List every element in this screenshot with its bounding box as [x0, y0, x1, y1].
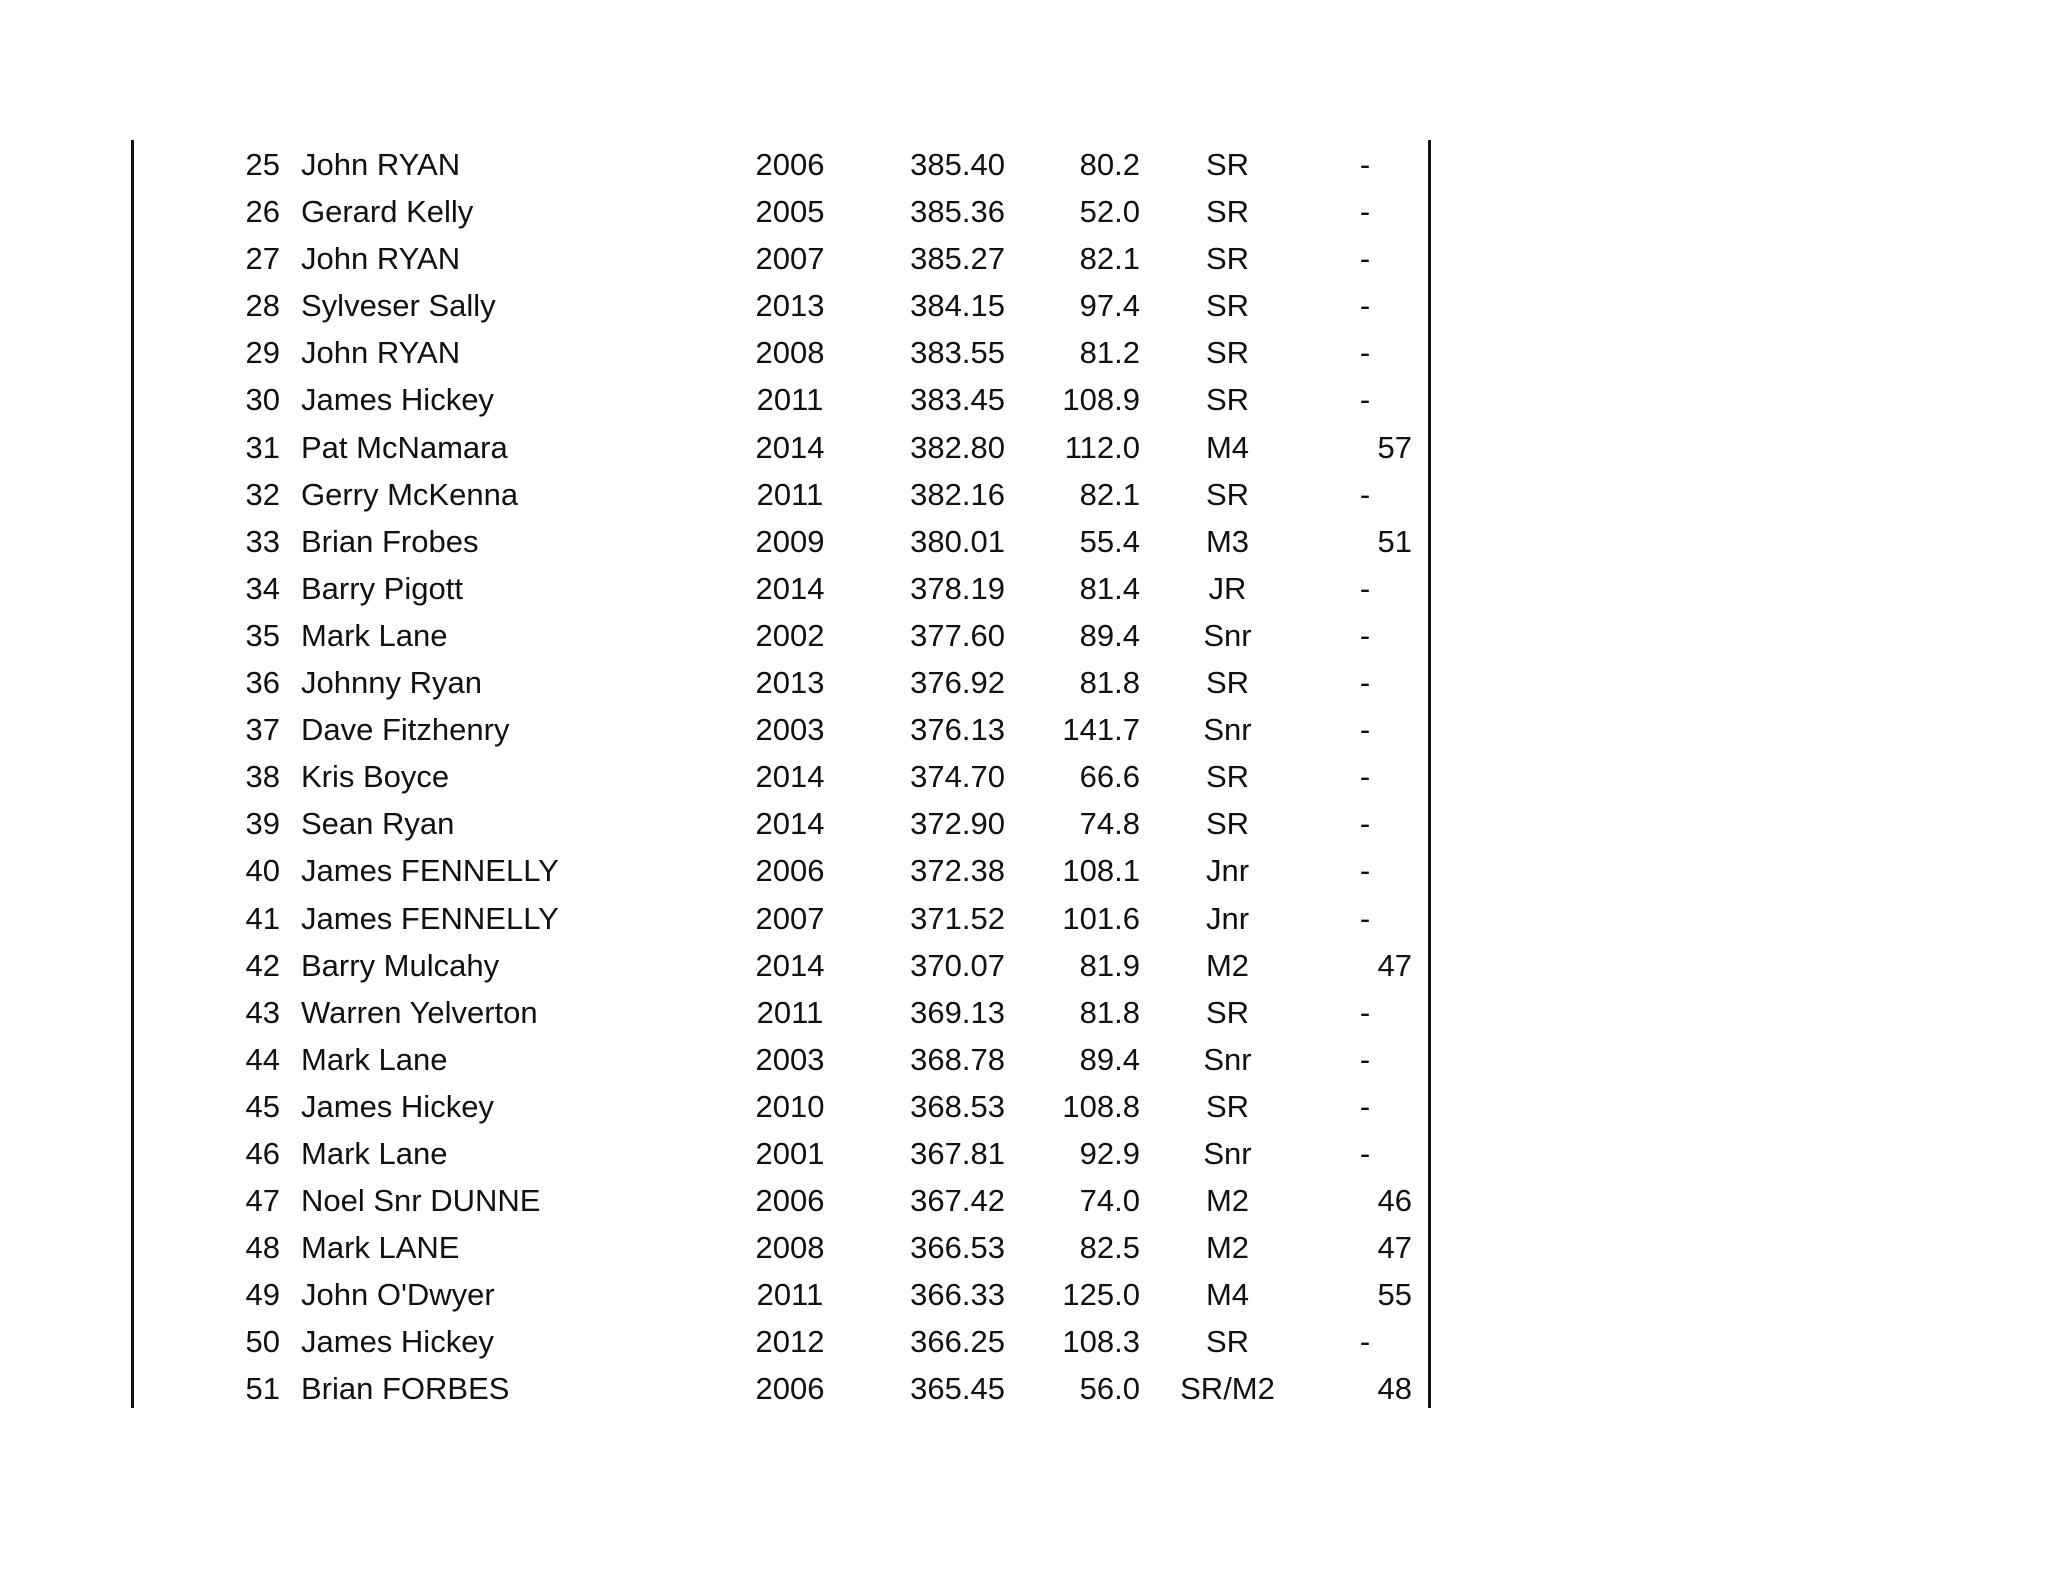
age-cell: - [1359, 335, 1371, 371]
rank-cell: 33 [245, 523, 280, 559]
table-row [0, 942, 2048, 989]
class-cell: SR [1205, 476, 1250, 512]
score-cell: 385.27 [910, 241, 1005, 277]
rank-cell: 46 [245, 1135, 280, 1171]
score-cell: 366.33 [910, 1277, 1005, 1313]
table-row [0, 1130, 2048, 1177]
table-row [0, 1271, 2048, 1318]
bodyweight-cell: 56.0 [1079, 1371, 1140, 1407]
athlete-name-cell: John RYAN [301, 335, 461, 371]
bodyweight-cell: 81.4 [1079, 570, 1140, 606]
age-cell: - [1359, 853, 1371, 889]
rank-cell: 42 [245, 947, 280, 983]
class-cell: SR [1205, 241, 1250, 277]
score-cell: 368.78 [910, 1041, 1005, 1077]
table-row [0, 989, 2048, 1036]
score-cell: 366.25 [910, 1324, 1005, 1360]
score-cell: 376.13 [910, 712, 1005, 748]
table-row [0, 1177, 2048, 1224]
rank-cell: 27 [245, 241, 280, 277]
table-row [0, 518, 2048, 565]
bodyweight-cell: 81.8 [1079, 665, 1140, 701]
year-cell: 2007 [755, 241, 825, 277]
athlete-name-cell: Barry Pigott [301, 570, 463, 606]
age-cell: 57 [1377, 429, 1412, 465]
bodyweight-cell: 74.8 [1079, 806, 1140, 842]
age-cell: - [1359, 1088, 1371, 1124]
age-cell: - [1359, 900, 1371, 936]
age-cell: - [1359, 570, 1371, 606]
athlete-name-cell: John O'Dwyer [301, 1277, 495, 1313]
year-cell: 2008 [755, 335, 825, 371]
athlete-name-cell: Dave Fitzhenry [301, 712, 510, 748]
athlete-name-cell: Brian Frobes [301, 523, 479, 559]
year-cell: 2006 [755, 1371, 825, 1407]
table-row [0, 424, 2048, 471]
year-cell: 2011 [756, 1277, 824, 1313]
class-cell: M2 [1205, 1230, 1250, 1266]
class-cell: Jnr [1205, 900, 1250, 936]
athlete-name-cell: Warren Yelverton [301, 994, 538, 1030]
table-row [0, 376, 2048, 423]
age-cell: - [1359, 241, 1371, 277]
class-cell: SR [1205, 147, 1250, 182]
year-cell: 2009 [755, 523, 825, 559]
age-cell: 55 [1377, 1277, 1412, 1313]
bodyweight-cell: 82.1 [1079, 241, 1140, 277]
bodyweight-cell: 82.1 [1079, 476, 1140, 512]
athlete-name-cell: Mark Lane [301, 617, 448, 653]
rank-cell: 36 [245, 665, 280, 701]
bodyweight-cell: 55.4 [1079, 523, 1140, 559]
bodyweight-cell: 141.7 [1062, 712, 1140, 748]
bodyweight-cell: 81.2 [1079, 335, 1140, 371]
rank-cell: 40 [245, 853, 280, 889]
class-cell: SR [1205, 759, 1250, 795]
athlete-name-cell: James Hickey [301, 1324, 494, 1360]
age-cell: - [1359, 288, 1371, 324]
class-cell: JR [1208, 570, 1247, 606]
age-cell: 48 [1377, 1371, 1412, 1407]
bodyweight-cell: 81.9 [1079, 947, 1140, 983]
bodyweight-cell: 125.0 [1062, 1277, 1140, 1313]
rank-cell: 37 [245, 712, 280, 748]
athlete-name-cell: Gerry McKenna [301, 476, 519, 512]
score-cell: 385.36 [910, 194, 1005, 230]
bodyweight-cell: 74.0 [1079, 1183, 1140, 1219]
athlete-name-cell: James Hickey [301, 1088, 494, 1124]
rank-cell: 44 [245, 1041, 280, 1077]
athlete-name-cell: Noel Snr DUNNE [301, 1183, 541, 1219]
class-cell: SR [1205, 1324, 1250, 1360]
score-cell: 367.42 [910, 1183, 1005, 1219]
year-cell: 2001 [755, 1135, 825, 1171]
year-cell: 2011 [756, 382, 824, 418]
table-row [0, 329, 2048, 376]
athlete-name-cell: James FENNELLY [301, 853, 559, 889]
class-cell: SR [1205, 994, 1250, 1030]
bodyweight-cell: 101.6 [1062, 900, 1140, 936]
class-cell: M3 [1205, 523, 1250, 559]
score-cell: 383.45 [910, 382, 1005, 418]
class-cell: M2 [1205, 1183, 1250, 1219]
table-row [0, 659, 2048, 706]
rank-cell: 29 [245, 335, 280, 371]
table-row [0, 188, 2048, 235]
age-cell: - [1359, 1324, 1371, 1360]
athlete-name-cell: Pat McNamara [301, 429, 508, 465]
bodyweight-cell: 89.4 [1079, 617, 1140, 653]
class-cell: M4 [1205, 1277, 1250, 1313]
age-cell: - [1359, 665, 1371, 701]
score-cell: 382.16 [910, 476, 1005, 512]
athlete-name-cell: Sylveser Sally [301, 288, 496, 324]
rank-cell: 30 [245, 382, 280, 418]
class-cell: Jnr [1205, 853, 1250, 889]
rank-cell: 38 [245, 759, 280, 795]
rank-cell: 43 [245, 994, 280, 1030]
score-cell: 377.60 [910, 617, 1005, 653]
table-row [0, 753, 2048, 800]
table-row [0, 847, 2048, 894]
class-cell: SR [1205, 194, 1250, 230]
class-cell: Snr [1203, 1135, 1252, 1171]
bodyweight-cell: 97.4 [1079, 288, 1140, 324]
year-cell: 2002 [755, 617, 825, 653]
age-cell: - [1359, 382, 1371, 418]
year-cell: 2014 [755, 947, 825, 983]
score-cell: 382.80 [910, 429, 1005, 465]
year-cell: 2003 [755, 712, 825, 748]
score-cell: 370.07 [910, 947, 1005, 983]
age-cell: - [1359, 1041, 1371, 1077]
age-cell: - [1359, 1135, 1371, 1171]
table-row [0, 895, 2048, 942]
score-cell: 374.70 [910, 759, 1005, 795]
athlete-name-cell: Brian FORBES [301, 1371, 510, 1407]
year-cell: 2005 [755, 194, 825, 230]
table-row [0, 565, 2048, 612]
year-cell: 2014 [755, 570, 825, 606]
age-cell: - [1359, 617, 1371, 653]
rank-cell: 47 [245, 1183, 280, 1219]
athlete-name-cell: Mark Lane [301, 1041, 448, 1077]
score-cell: 372.90 [910, 806, 1005, 842]
athlete-name-cell: Kris Boyce [301, 759, 450, 795]
score-cell: 367.81 [910, 1135, 1005, 1171]
athlete-name-cell: Gerard Kelly [301, 194, 474, 230]
table-row [0, 1036, 2048, 1083]
class-cell: SR [1205, 665, 1250, 701]
age-cell: - [1359, 806, 1371, 842]
athlete-name-cell: Mark LANE [301, 1230, 460, 1266]
age-cell: - [1359, 476, 1371, 512]
bodyweight-cell: 108.8 [1062, 1088, 1140, 1124]
score-cell: 365.45 [910, 1371, 1005, 1407]
class-cell: Snr [1203, 617, 1252, 653]
class-cell: SR [1205, 335, 1250, 371]
score-cell: 368.53 [910, 1088, 1005, 1124]
bodyweight-cell: 82.5 [1079, 1230, 1140, 1266]
year-cell: 2008 [755, 1230, 825, 1266]
score-cell: 369.13 [910, 994, 1005, 1030]
rank-cell: 51 [245, 1371, 280, 1407]
rank-cell: 32 [245, 476, 280, 512]
score-cell: 372.38 [910, 853, 1005, 889]
athlete-name-cell: Johnny Ryan [301, 665, 482, 701]
class-cell: SR [1205, 288, 1250, 324]
score-cell: 380.01 [910, 523, 1005, 559]
rank-cell: 50 [245, 1324, 280, 1360]
table-row [0, 141, 2048, 188]
bodyweight-cell: 92.9 [1079, 1135, 1140, 1171]
athlete-name-cell: John RYAN [301, 147, 461, 182]
bodyweight-cell: 52.0 [1079, 194, 1140, 230]
table-row [0, 471, 2048, 518]
bodyweight-cell: 81.8 [1079, 994, 1140, 1030]
age-cell: - [1359, 994, 1371, 1030]
class-cell: Snr [1203, 712, 1252, 748]
table-row [0, 800, 2048, 847]
athlete-name-cell: James Hickey [301, 382, 494, 418]
rank-cell: 39 [245, 806, 280, 842]
score-cell: 385.40 [910, 147, 1005, 182]
class-cell: SR [1205, 382, 1250, 418]
score-cell: 378.19 [910, 570, 1005, 606]
class-cell: M4 [1205, 429, 1250, 465]
rank-cell: 25 [245, 147, 280, 182]
year-cell: 2006 [755, 147, 825, 182]
year-cell: 2012 [755, 1324, 825, 1360]
year-cell: 2011 [756, 476, 824, 512]
results-table [0, 141, 2048, 1413]
age-cell: 47 [1377, 1230, 1412, 1266]
class-cell: SR [1205, 806, 1250, 842]
class-cell: Snr [1203, 1041, 1252, 1077]
year-cell: 2003 [755, 1041, 825, 1077]
year-cell: 2014 [755, 429, 825, 465]
score-cell: 384.15 [910, 288, 1005, 324]
score-cell: 366.53 [910, 1230, 1005, 1266]
athlete-name-cell: Sean Ryan [301, 806, 455, 842]
year-cell: 2006 [755, 1183, 825, 1219]
bodyweight-cell: 80.2 [1079, 147, 1140, 182]
bodyweight-cell: 112.0 [1064, 429, 1140, 465]
rank-cell: 41 [245, 900, 280, 936]
rank-cell: 31 [245, 429, 280, 465]
class-cell: SR/M2 [1180, 1371, 1275, 1407]
rank-cell: 35 [245, 617, 280, 653]
age-cell: 47 [1377, 947, 1412, 983]
table-row [0, 1318, 2048, 1365]
table-row [0, 1083, 2048, 1130]
rank-cell: 26 [245, 194, 280, 230]
athlete-name-cell: Mark Lane [301, 1135, 448, 1171]
rank-cell: 49 [245, 1277, 280, 1313]
athlete-name-cell: John RYAN [301, 241, 461, 277]
athlete-name-cell: James FENNELLY [301, 900, 559, 936]
score-cell: 371.52 [910, 900, 1005, 936]
year-cell: 2010 [755, 1088, 825, 1124]
rank-cell: 45 [245, 1088, 280, 1124]
table-row [0, 1365, 2048, 1412]
rank-cell: 48 [245, 1230, 280, 1266]
bodyweight-cell: 108.1 [1062, 853, 1140, 889]
age-cell: 51 [1377, 523, 1412, 559]
table-row [0, 282, 2048, 329]
year-cell: 2014 [755, 759, 825, 795]
age-cell: 46 [1377, 1183, 1412, 1219]
athlete-name-cell: Barry Mulcahy [301, 947, 500, 983]
bodyweight-cell: 89.4 [1079, 1041, 1140, 1077]
rank-cell: 28 [245, 288, 280, 324]
class-cell: SR [1205, 1088, 1250, 1124]
year-cell: 2013 [755, 288, 825, 324]
age-cell: - [1359, 147, 1371, 182]
bodyweight-cell: 108.9 [1062, 382, 1140, 418]
year-cell: 2014 [755, 806, 825, 842]
table-row [0, 1224, 2048, 1271]
table-row [0, 235, 2048, 282]
table-row [0, 706, 2048, 753]
score-cell: 383.55 [910, 335, 1005, 371]
table-row [0, 612, 2048, 659]
age-cell: - [1359, 759, 1371, 795]
age-cell: - [1359, 194, 1371, 230]
class-cell: M2 [1205, 947, 1250, 983]
year-cell: 2006 [755, 853, 825, 889]
bodyweight-cell: 66.6 [1079, 759, 1140, 795]
age-cell: - [1359, 712, 1371, 748]
year-cell: 2011 [756, 994, 824, 1030]
year-cell: 2007 [755, 900, 825, 936]
score-cell: 376.92 [910, 665, 1005, 701]
bodyweight-cell: 108.3 [1062, 1324, 1140, 1360]
year-cell: 2013 [755, 665, 825, 701]
rank-cell: 34 [245, 570, 280, 606]
